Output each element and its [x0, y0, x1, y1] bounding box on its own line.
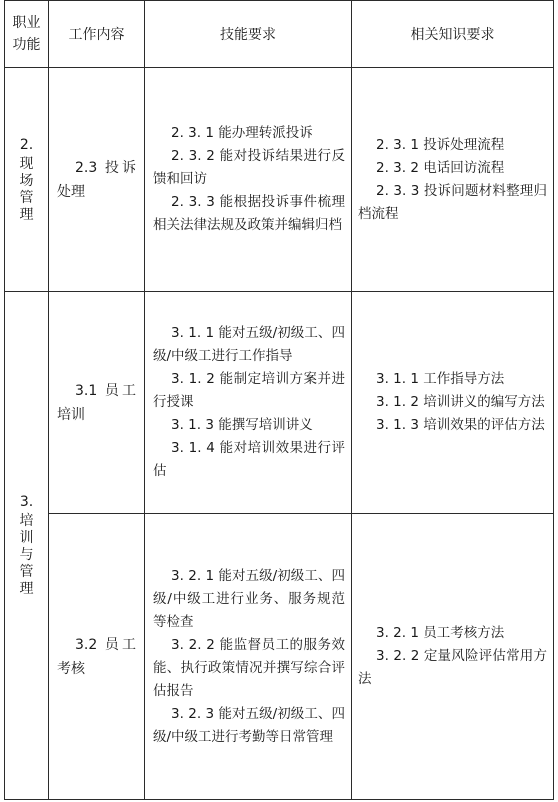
header-content: 工作内容 — [49, 1, 145, 68]
skill-item: 3. 1. 4 能对培训效果进行评估 — [153, 440, 345, 479]
function-name: 培训与管理 — [19, 513, 34, 597]
knowledge-item: 3. 2. 2 定量风险评估常用方法 — [358, 648, 547, 687]
header-function-line1: 职业 — [12, 15, 41, 31]
function-name: 现场管理 — [19, 155, 34, 223]
function-number: 2. — [19, 136, 34, 153]
header-row — [5, 1, 554, 68]
skill-item: 3. 1. 3 能撰写培训讲义 — [171, 417, 313, 433]
knowledge-cell — [352, 514, 554, 800]
content-text: 3.2 员工考核 — [57, 636, 136, 677]
table-row — [5, 514, 554, 800]
header-knowledge: 相关知识要求 — [352, 1, 554, 68]
skills-cell — [145, 514, 352, 800]
knowledge-item: 3. 1. 1 工作指导方法 — [376, 371, 505, 387]
header-skills: 技能要求 — [145, 1, 352, 68]
skills-cell — [145, 292, 352, 514]
skill-item: 3. 1. 2 能制定培训方案并进行授课 — [153, 371, 345, 410]
skills-cell — [145, 68, 352, 292]
skill-item: 3. 1. 1 能对五级/初级工、四级/中级工进行工作指导 — [153, 325, 345, 364]
knowledge-item: 2. 3. 3 投诉问题材料整理归档流程 — [358, 182, 547, 222]
content-cell — [49, 68, 145, 292]
knowledge-item: 3. 1. 3 培训效果的评估方法 — [376, 417, 545, 433]
table-row — [5, 68, 554, 292]
skill-item: 2. 3. 2 能对投诉结果进行反馈和回访 — [153, 148, 345, 187]
skill-item: 3. 2. 2 能监督员工的服务效能、执行政策情况并撰写综合评估报告 — [153, 636, 345, 699]
content-text: 2.3 投诉处理 — [57, 159, 136, 200]
content-cell — [49, 292, 145, 514]
header-function-line2: 功能 — [12, 37, 41, 53]
knowledge-item: 2. 3. 2 电话回访流程 — [376, 159, 505, 176]
knowledge-cell — [352, 68, 554, 292]
knowledge-item: 2. 3. 1 投诉处理流程 — [376, 136, 505, 153]
knowledge-cell — [352, 292, 554, 514]
content-cell — [49, 514, 145, 800]
knowledge-item: 3. 1. 2 培训讲义的编写方法 — [376, 394, 545, 410]
table-row — [5, 292, 554, 514]
knowledge-item: 3. 2. 1 员工考核方法 — [376, 625, 505, 641]
header-function — [5, 1, 49, 68]
skill-item: 3. 2. 3 能对五级/初级工、四级/中级工进行考勤等日常管理 — [153, 705, 345, 745]
function-number: 3. — [19, 494, 34, 510]
skill-item: 3. 2. 1 能对五级/初级工、四级/中级工进行业务、服务规范等检查 — [153, 567, 345, 630]
function-cell — [5, 292, 49, 800]
content-text: 3.1 员工培训 — [57, 382, 136, 423]
skill-item: 2. 3. 1 能办理转派投诉 — [171, 125, 313, 141]
occupational-standard-table — [4, 0, 554, 800]
skill-item: 2. 3. 3 能根据投诉事件梳理相关法律法规及政策并编辑归档 — [153, 194, 345, 233]
function-cell — [5, 68, 49, 292]
